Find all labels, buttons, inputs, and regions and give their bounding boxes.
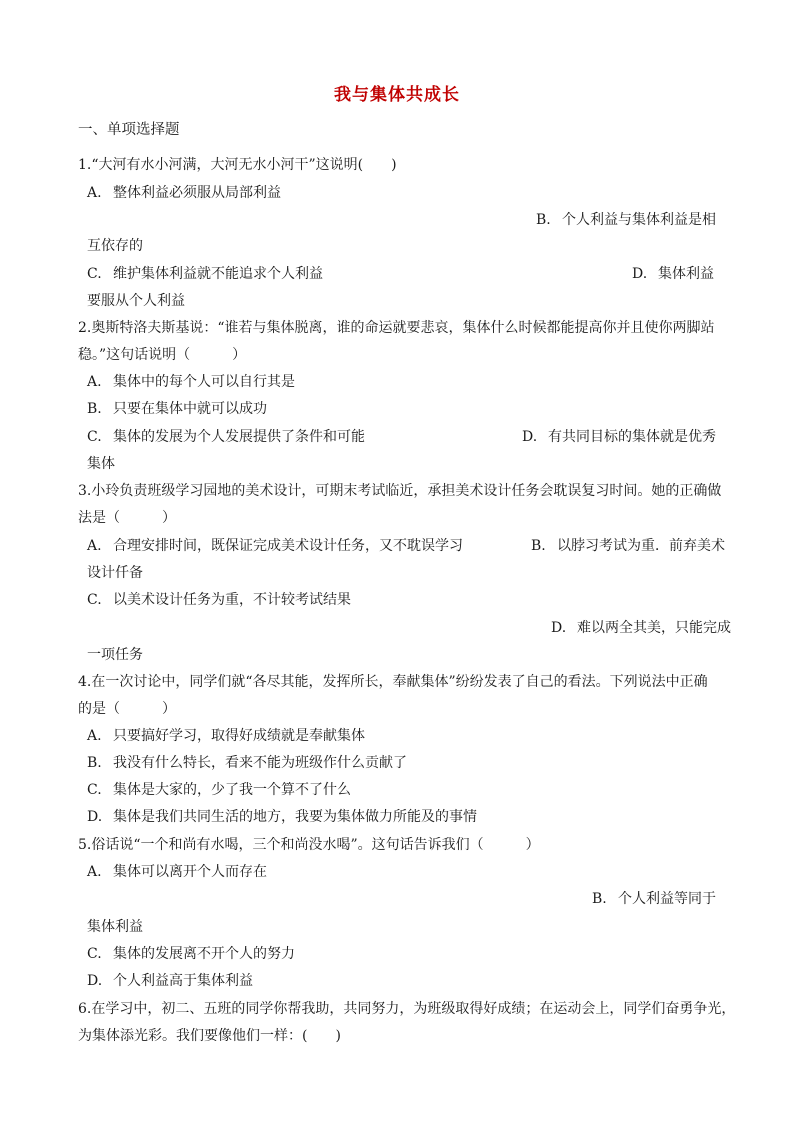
option-letter: C. <box>87 782 102 798</box>
option-text: 难以两全其美，只能完成 <box>577 620 731 636</box>
option-text: 集体利益 <box>658 266 714 282</box>
question-1-option-c <box>87 265 323 283</box>
question-4-stem-line-1: 4.在一次讨论中，同学们就“各尽其能，发挥所长，奉献集体”纷纷发表了自己的看法。下列说法中正确 <box>78 674 708 690</box>
option-letter: A. <box>87 864 102 880</box>
question-2-option-d <box>522 428 716 446</box>
option-letter: D. <box>87 809 103 825</box>
option-text: 集体是大家的，少了我一个算不了什么 <box>113 782 351 798</box>
option-text: 个人利益高于集体利益 <box>113 973 253 989</box>
question-2-option-a <box>87 373 295 391</box>
question-3-option-a <box>87 537 463 555</box>
option-text: 整体利益必须服从局部利益 <box>113 185 281 201</box>
question-3-option-c <box>87 591 351 609</box>
question-1-stem: 1.“大河有水小河满，大河无水小河干”这说明( ) <box>78 157 397 173</box>
option-text: 合理安排时间，既保证完成美术设计任务，又不耽误学习 <box>113 538 463 554</box>
option-letter: B. <box>87 755 102 771</box>
option-text: 集体的发展为个人发展提供了条件和可能 <box>113 429 365 445</box>
option-letter: D. <box>522 429 538 445</box>
question-2-stem-line-2: 稳。”这句话说明（ ） <box>78 347 247 363</box>
option-text: 以美术设计任务为重，不计较考试结果 <box>113 592 351 608</box>
question-6-stem-line-2: 为集体添光彩。我们要像他们一样：( ) <box>78 1028 341 1044</box>
option-text: 个人利益等同于 <box>618 891 716 907</box>
section-heading: 一、单项选择题 <box>78 122 180 138</box>
option-letter: D. <box>632 266 648 282</box>
question-1-option-d-cont: 要服从个人利益 <box>87 293 185 309</box>
question-5-option-b-cont: 集体利益 <box>87 919 143 935</box>
question-4-option-c <box>87 781 351 799</box>
option-text: 集体的发展离不开个人的努力 <box>113 946 295 962</box>
option-letter: A. <box>87 728 102 744</box>
option-letter: B. <box>87 401 102 417</box>
question-4-option-d <box>87 808 477 826</box>
question-5-stem: 5.俗话说“一个和尚有水喝，三个和尚没水喝”。这句话告诉我们（ ） <box>78 837 540 853</box>
question-4-option-a <box>87 727 365 745</box>
question-2-option-d-cont: 集体 <box>87 456 115 472</box>
option-letter: D. <box>87 973 103 989</box>
question-3-option-b <box>531 537 725 555</box>
option-text: 我没有什么特长，看来不能为班级作什么贡献了 <box>113 755 407 771</box>
option-text: 个人利益与集体利益是相 <box>562 212 716 228</box>
question-3-option-d <box>551 619 731 637</box>
option-letter: A. <box>87 185 102 201</box>
question-2-stem-line-1: 2.奥斯特洛夫斯基说：“谁若与集体脱离，谁的命运就要悲哀，集体什么时候都能提高你并且使你两脚站 <box>78 320 715 336</box>
question-5-option-d <box>87 972 253 990</box>
option-text: 集体中的每个人可以自行其是 <box>113 374 295 390</box>
option-letter: C. <box>87 946 102 962</box>
option-letter: D. <box>551 620 567 636</box>
option-letter: A. <box>87 374 102 390</box>
option-letter: A. <box>87 538 102 554</box>
question-5-option-b <box>592 890 716 908</box>
option-text: 有共同目标的集体就是优秀 <box>548 429 716 445</box>
page-title: 我与集体共成长 <box>334 85 460 105</box>
option-text: 集体可以离开个人而存在 <box>113 864 267 880</box>
question-3-stem-line-1: 3.小玲负责班级学习园地的美术设计，可期末考试临近，承担美术设计任务会耽误复习时间。她的正确做 <box>78 483 722 499</box>
question-1-option-b-cont: 互依存的 <box>87 238 143 254</box>
question-1-option-d <box>632 265 714 283</box>
question-4-stem-line-2: 的是（ ） <box>78 701 176 717</box>
question-6-stem-line-1: 6.在学习中，初二、五班的同学你帮我助，共同努力，为班级取得好成绩；在运动会上，同学们奋勇争光， <box>78 1001 736 1017</box>
option-letter: B. <box>592 891 607 907</box>
question-1-option-b <box>536 211 716 229</box>
option-letter: C. <box>87 592 102 608</box>
question-5-option-c <box>87 945 295 963</box>
option-letter: B. <box>531 538 546 554</box>
option-text: 只要在集体中就可以成功 <box>113 401 267 417</box>
question-3-option-b-cont: 设计仟备 <box>87 565 143 581</box>
question-2-option-b <box>87 400 267 418</box>
option-letter: C. <box>87 429 102 445</box>
option-text: 只要搞好学习，取得好成绩就是奉献集体 <box>113 728 365 744</box>
question-3-stem-line-2: 法是（ ） <box>78 510 176 526</box>
option-text: 维护集体利益就不能追求个人利益 <box>113 266 323 282</box>
option-letter: C. <box>87 266 102 282</box>
option-letter: B. <box>536 212 551 228</box>
option-text: 以脖习考试为重．前弃美术 <box>557 538 725 554</box>
question-4-option-b <box>87 754 407 772</box>
option-text: 集体是我们共同生活的地方，我要为集体做力所能及的事情 <box>113 809 477 825</box>
question-1-option-a <box>87 184 281 202</box>
question-2-option-c <box>87 428 365 446</box>
question-5-option-a <box>87 863 267 881</box>
question-3-option-d-cont: 一项任务 <box>87 647 143 663</box>
